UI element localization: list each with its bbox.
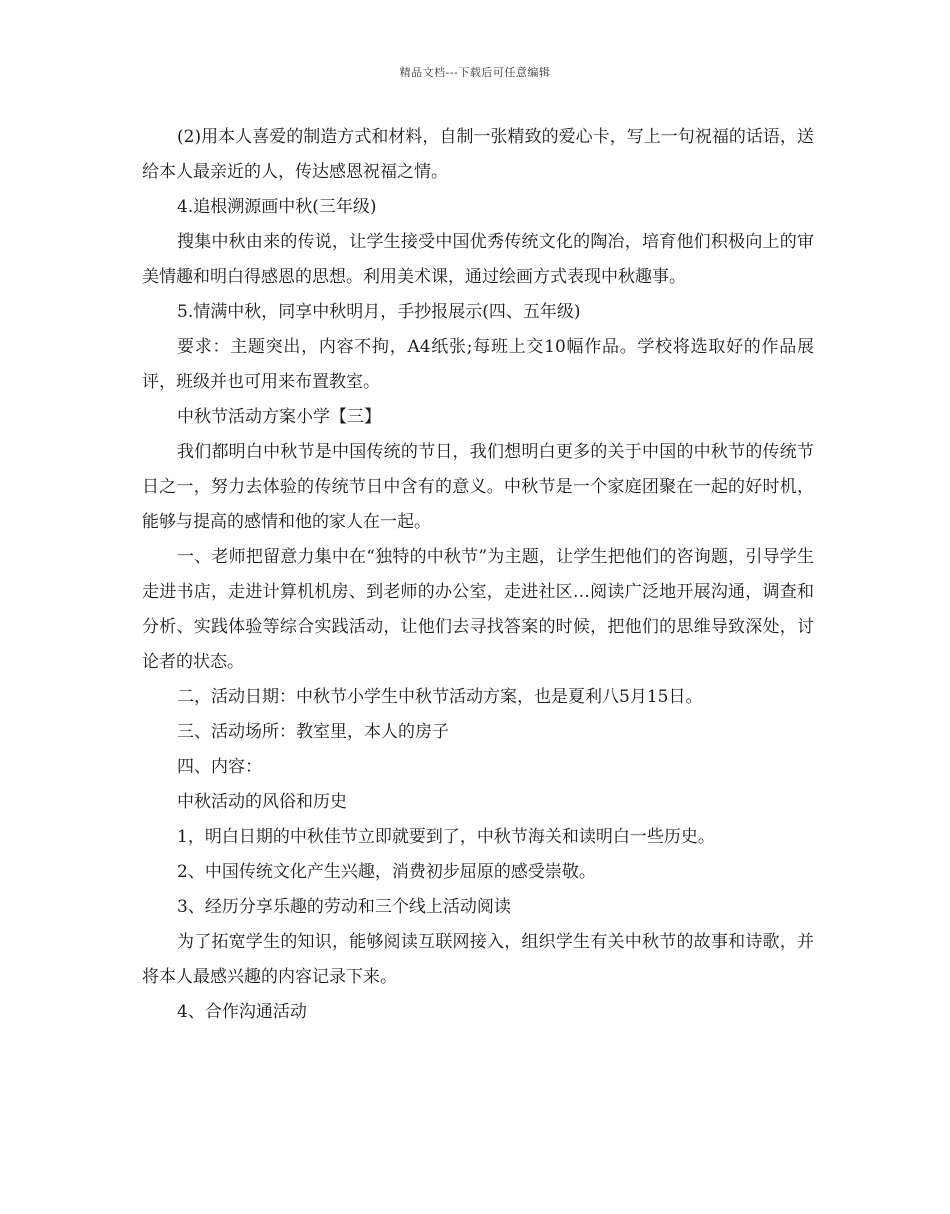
paragraph-reading-activity: 为了拓宽学生的知识，能够阅读互联网接入，组织学生有关中秋节的故事和诗歌，并将本人最感兴趣的内容记录下来。 <box>142 932 814 987</box>
paragraph-introduction: 我们都明白中秋节是中国传统的节日，我们想明白更多的关于中国的中秋节的传统节日之一，努力去体验的传统节日中含有的意义。中秋节是一个家庭团聚在一起的好时机，能够与提高的感情和他的家人在一起。 <box>142 442 814 532</box>
paragraph-item-one: 一、老师把留意力集中在“独特的中秋节”为主题，让学生把他们的咨询题，引导学生走进书店，走进计算机机房、到老师的办公室，走进社区…阅读广泛地开展沟通，调查和分析、实践体验等综合实践活动，让他们去寻找答案的时候，把他们的思维导致深处，讨论者的状态。 <box>142 547 814 672</box>
list-item-three: 3、经历分享乐趣的劳动和三个线上活动阅读 <box>177 897 511 917</box>
paragraph-content-heading: 四、内容： <box>177 757 262 777</box>
list-item-two: 2、中国传统文化产生兴趣，消费初步屈原的感受崇敬。 <box>177 862 596 882</box>
section-title-plan-three: 中秋节活动方案小学【三】 <box>177 407 381 427</box>
paragraph-requirements: 要求：主题突出，内容不拘，A4纸张;每班上交10幅作品。学校将选取好的作品展评，班级并也可用来布置教室。 <box>142 337 814 392</box>
paragraph-activity-venue: 三、活动场所：教室里，本人的房子 <box>177 722 449 742</box>
list-item-four: 4、合作沟通活动 <box>177 1002 307 1022</box>
paragraph-customs-history: 中秋活动的风俗和历史 <box>177 792 347 812</box>
paragraph-activity-date: 二，活动日期：中秋节小学生中秋节活动方案，也是夏利八5月15日。 <box>177 687 703 707</box>
page-header: 精品文档---下载后可任意编辑 <box>399 66 551 79</box>
heading-drawing-activity: 4.追根溯源画中秋(三年级) <box>177 197 377 217</box>
list-item-one: 1，明白日期的中秋佳节立即就要到了，中秋节海关和读明白一些历史。 <box>177 827 715 847</box>
paragraph-card-making: (2)用本人喜爱的制造方式和材料，自制一张精致的爱心卡，写上一句祝福的话语，送给本人最亲近的人，传达感恩祝福之情。 <box>142 127 814 182</box>
document-body <box>142 120 814 1030</box>
heading-handwritten-newspaper: 5.情满中秋，同享中秋明月，手抄报展示(四、五年级) <box>177 302 581 322</box>
paragraph-drawing-activity: 搜集中秋由来的传说，让学生接受中国优秀传统文化的陶冶，培育他们积极向上的审美情趣和明白得感恩的思想。利用美术课，通过绘画方式表现中秋趣事。 <box>142 232 814 287</box>
